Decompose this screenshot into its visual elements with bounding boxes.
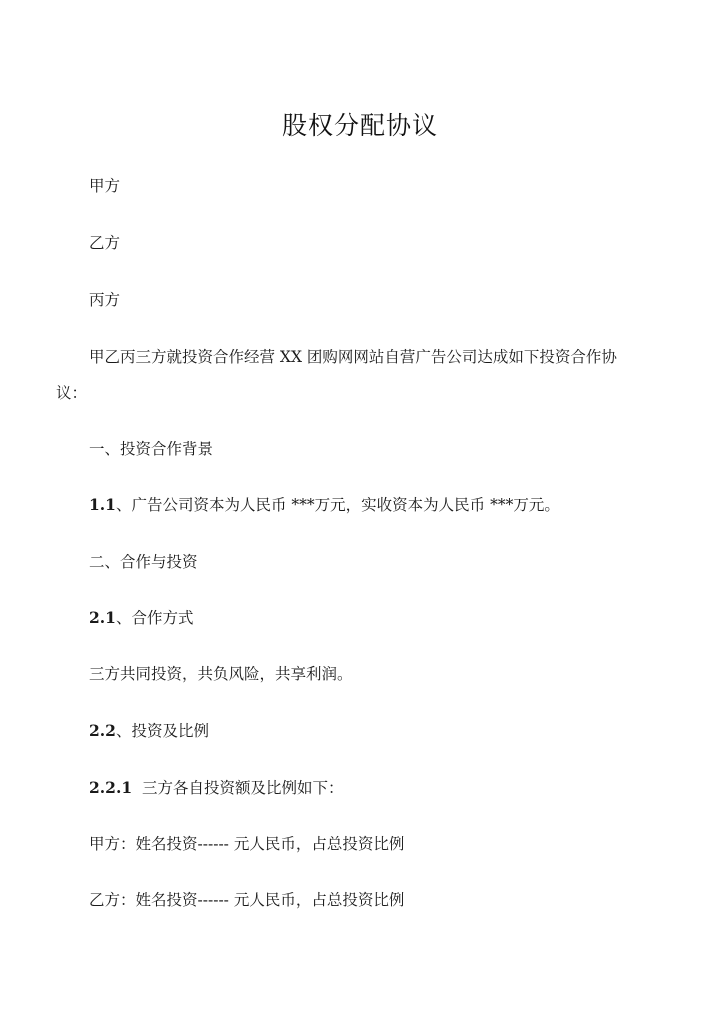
clause-2-1-number: 2.1 bbox=[89, 608, 116, 627]
party-b-label: 乙方 bbox=[89, 234, 121, 252]
clause-2-1-text: 、合作方式 bbox=[115, 609, 194, 627]
clause-2-2-text: 、投资及比例 bbox=[115, 722, 209, 740]
party-a-investment: 甲方：姓名投资------ 元人民币，占总投资比例 bbox=[89, 835, 405, 853]
intro-paragraph-line2: 议： bbox=[56, 384, 88, 402]
clause-2-2-1 bbox=[89, 776, 344, 798]
document-title: 股权分配协议 bbox=[281, 111, 438, 140]
clause-2-1 bbox=[89, 606, 193, 628]
clause-2-2-1-number: 2.2.1 bbox=[89, 778, 133, 797]
party-c-label: 丙方 bbox=[89, 291, 121, 309]
clause-2-2-1-text: 三方各自投资额及比例如下： bbox=[132, 779, 344, 797]
party-a-label: 甲方 bbox=[89, 177, 121, 195]
clause-2-2-number: 2.2 bbox=[89, 721, 116, 740]
intro-paragraph-line1: 甲乙丙三方就投资合作经营 XX 团购网网站自营广告公司达成如下投资合作协 bbox=[89, 348, 617, 366]
clause-1-1-text: 、广告公司资本为人民币 ***万元，实收资本为人民币 ***万元。 bbox=[115, 496, 560, 514]
party-b-investment: 乙方：姓名投资------ 元人民币，占总投资比例 bbox=[89, 891, 405, 909]
clause-1-1 bbox=[89, 493, 560, 515]
section2-heading: 二、合作与投资 bbox=[89, 553, 198, 571]
clause-2-1-body: 三方共同投资，共负风险，共享利润。 bbox=[89, 665, 353, 683]
clause-1-1-number: 1.1 bbox=[89, 495, 116, 514]
clause-2-2 bbox=[89, 719, 209, 741]
section1-heading: 一、投资合作背景 bbox=[89, 440, 214, 458]
